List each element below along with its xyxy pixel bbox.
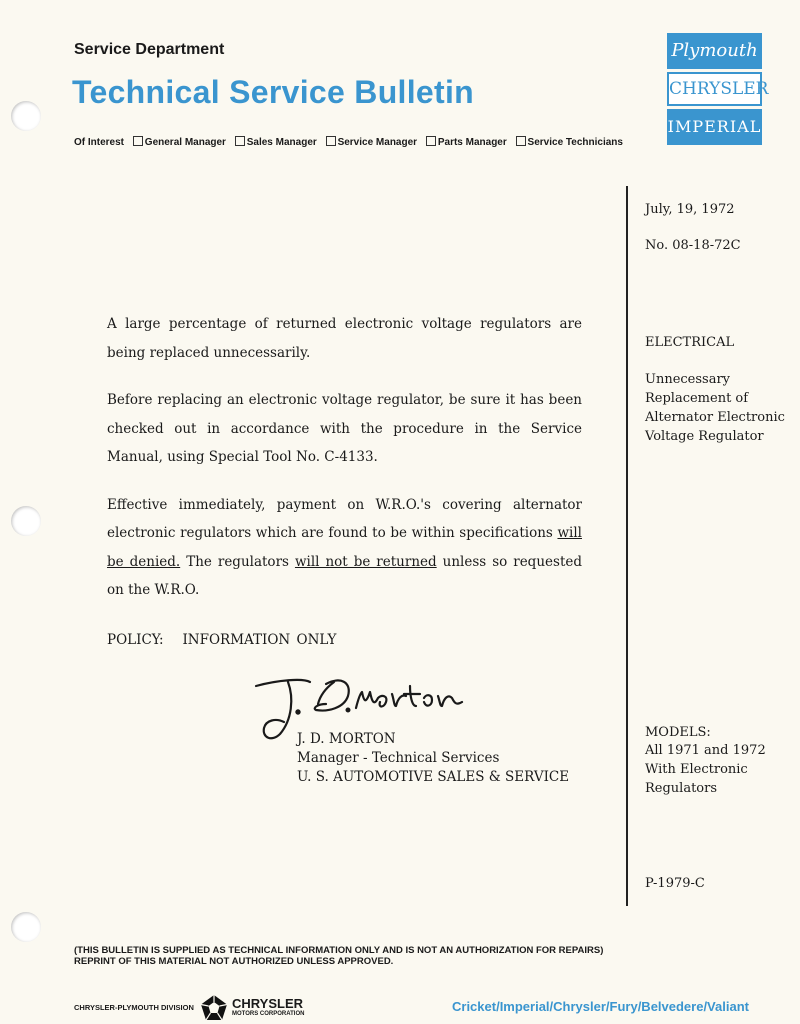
of-interest-row <box>74 136 623 148</box>
bulletin-number: No. 08-18-72C <box>645 238 741 253</box>
sidebar-divider <box>626 186 628 906</box>
chrysler-pentastar-icon <box>200 994 228 1022</box>
imperial-logo: IMPERIAL <box>667 109 762 145</box>
disclaimer: (THIS BULLETIN IS SUPPLIED AS TECHNICAL INFORMATION ONLY AND IS NOT AN AUTHORIZATION FOR REPAIRS) REPRINT OF THIS MATERIAL NOT AUTHORIZED UNLESS APPROVED. <box>74 945 604 967</box>
underlined-text: will be denied. <box>107 525 582 570</box>
division-label: CHRYSLER-PLYMOUTH DIVISION <box>74 1003 194 1012</box>
bulletin-title: Technical Service Bulletin <box>72 74 475 110</box>
punch-hole-icon <box>11 506 41 536</box>
form-number: P-1979-C <box>645 876 705 891</box>
punch-hole-icon <box>11 912 41 942</box>
interest-option-sales-manager: Sales Manager <box>235 136 317 148</box>
checkbox-icon <box>235 136 245 146</box>
punch-hole-icon <box>11 101 41 131</box>
checkbox-icon <box>516 136 526 146</box>
bulletin-category: ELECTRICAL <box>645 335 735 350</box>
corporation-name: CHRYSLER <box>232 996 304 1011</box>
signer-org: U. S. AUTOMOTIVE SALES & SERVICE <box>297 769 570 785</box>
body-paragraph: A large percentage of returned electronic voltage regulators are being replaced unnecessarily. <box>107 316 582 361</box>
bulletin-body <box>107 310 582 624</box>
signer-block <box>297 730 569 787</box>
car-lines: Cricket/Imperial/Chrysler/Fury/Belvedere/Valiant <box>452 999 749 1014</box>
department-label: Service Department <box>74 41 225 58</box>
corporation-subtitle: MOTORS CORPORATION <box>232 1011 305 1017</box>
chrysler-logo: CHRYSLER <box>667 72 762 106</box>
bulletin-subject: Unnecessary Replacement of Alternator Electronic Voltage Regulator <box>645 372 785 444</box>
interest-option-parts-manager: Parts Manager <box>426 136 507 148</box>
signer-title: Manager - Technical Services <box>297 750 500 766</box>
checkbox-icon <box>133 136 143 146</box>
interest-option-general-manager: General Manager <box>133 136 226 148</box>
signer-name: J. D. MORTON <box>297 731 396 747</box>
checkbox-icon <box>326 136 336 146</box>
models-list: All 1971 and 1972 With Electronic Regulators <box>645 743 766 796</box>
underlined-text: will not be returned <box>294 553 437 570</box>
bulletin-date: July, 19, 1972 <box>645 202 735 217</box>
interest-option-service-manager: Service Manager <box>326 136 418 148</box>
plymouth-logo: Plymouth <box>667 33 762 69</box>
body-paragraph: Before replacing an electronic voltage regulator, be sure it has been checked out in accordance with the procedure in the Service Manual, using Special Tool No. C-4133. <box>107 392 582 465</box>
checkbox-icon <box>426 136 436 146</box>
brand-logos <box>667 33 769 145</box>
body-paragraph: Effective immediately, payment on W.R.O.'s covering alternator electronic regulators which are found to be within specifications will be denied. The regulators will not be returned unless so requested on the W.R.O. <box>107 496 582 598</box>
of-interest-label: Of Interest <box>74 137 125 148</box>
policy-line: POLICY: INFORMATION ONLY <box>107 632 337 648</box>
models-heading: MODELS: <box>645 725 711 740</box>
interest-option-service-technicians: Service Technicians <box>516 136 623 148</box>
